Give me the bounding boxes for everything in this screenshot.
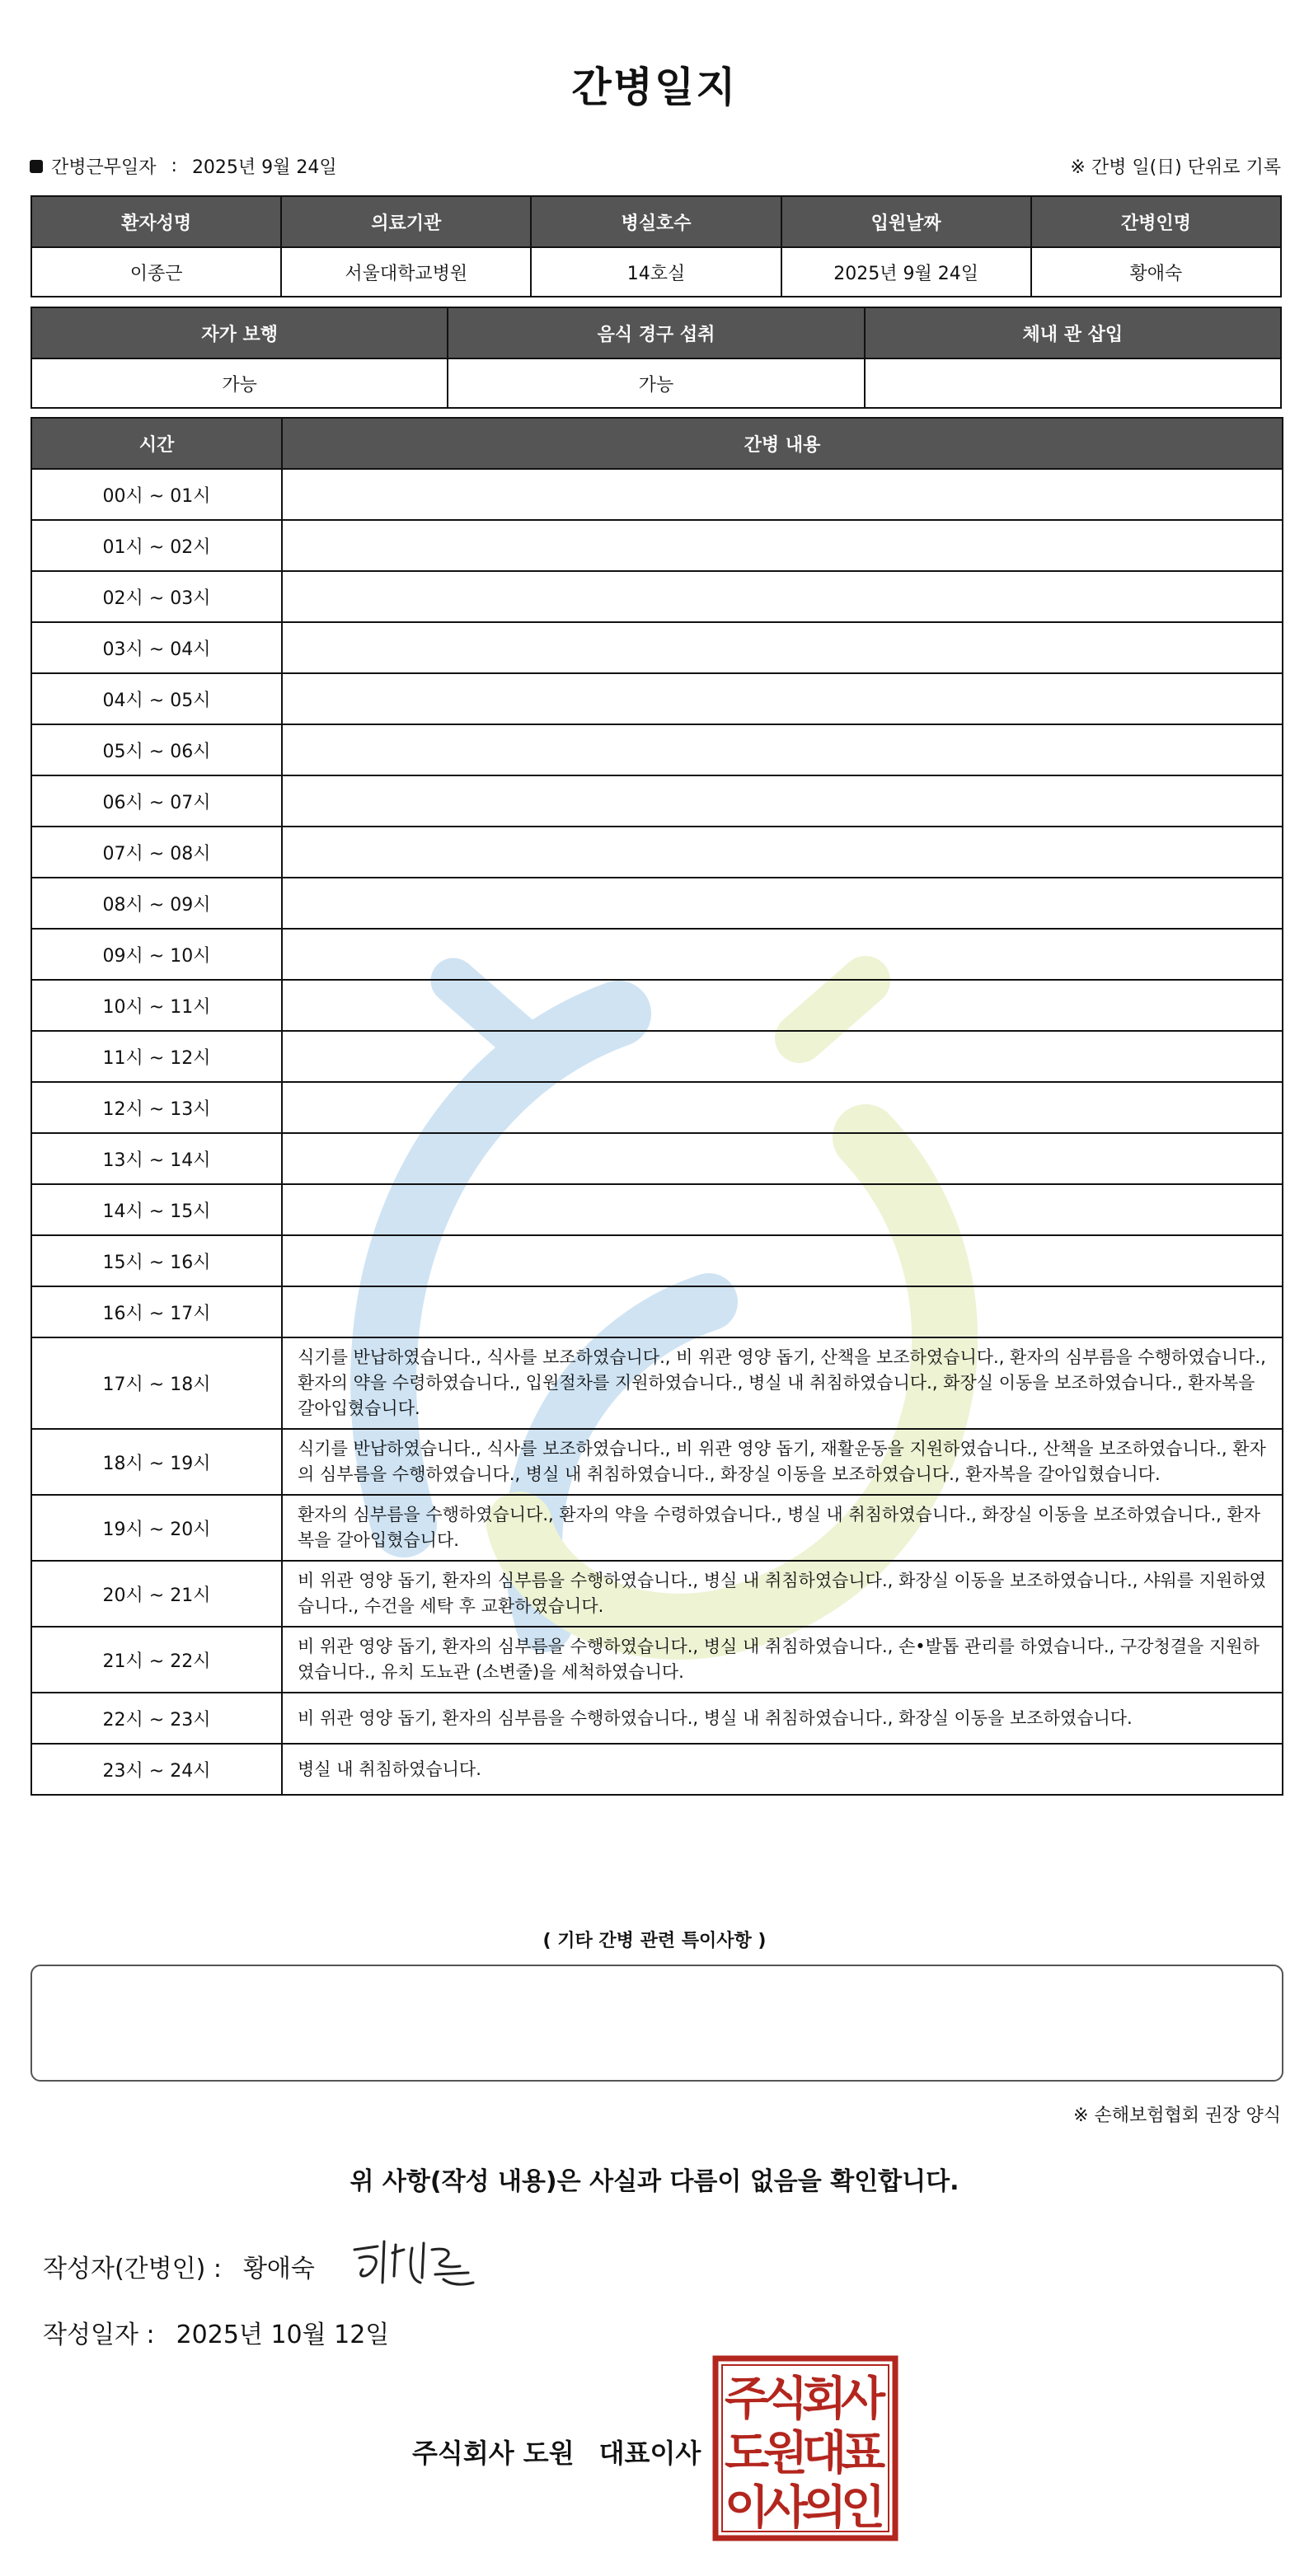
log-row: [31, 827, 1283, 878]
log-content: 식기를 반납하였습니다., 식사를 보조하였습니다., 비 위관 영양 돕기, 재활운동을 지원하였습니다., 산책을 보조하였습니다., 환자의 심부름을 수행하였습니다., 병실 내 취침하였습니다., 화장실 이동을 보조하였습니다., 환자복을 갈아입혔습니다.: [282, 1429, 1283, 1495]
status-value-row: [31, 358, 1281, 408]
patient-status-table: [30, 307, 1282, 409]
log-row: [31, 1495, 1283, 1561]
log-content: 식기를 반납하였습니다., 식사를 보조하였습니다., 비 위관 영양 돕기, 산책을 보조하였습니다., 환자의 심부름을 수행하였습니다., 환자의 약을 수령하였습니다., 입원절차를 지원하였습니다., 병실 내 취침하였습니다., 화장실 이동을 보조하였습니다., 환자복을 갈아입혔습니다.: [282, 1337, 1283, 1429]
log-header-row: [31, 418, 1283, 469]
patient-info-table: [30, 195, 1282, 297]
log-time: 22시 ~ 23시: [31, 1693, 282, 1744]
log-row: [31, 980, 1283, 1031]
writer-line: [43, 2248, 315, 2284]
seal-glyph: 대: [801, 2427, 847, 2480]
header-hospital: 의료기관: [281, 196, 531, 247]
written-date-label: 작성일자 :: [43, 2321, 155, 2349]
patient-header-row: [31, 196, 1281, 247]
company-name: 주식회사 도원: [412, 2438, 575, 2469]
header-self-walking: 자가 보행: [31, 307, 448, 358]
header-room: 병실호수: [531, 196, 781, 247]
notes-title: ( 기타 간병 관련 특이사항 ): [542, 1931, 767, 1951]
seal-glyph: 회: [801, 2372, 847, 2426]
log-time: 08시 ~ 09시: [31, 878, 282, 929]
log-row: [31, 1031, 1283, 1082]
written-date-value: 2025년 10월 12일: [176, 2321, 390, 2349]
log-row: [31, 1133, 1283, 1184]
log-time: 01시 ~ 02시: [31, 520, 282, 571]
work-date-value: 2025년 9월 24일: [191, 157, 337, 178]
header-caregiver: 간병인명: [1031, 196, 1281, 247]
log-content: [282, 724, 1283, 775]
oral-intake-value: 가능: [448, 358, 864, 408]
log-content: 비 위관 영양 돕기, 환자의 심부름을 수행하였습니다., 병실 내 취침하였습니다., 손•발톱 관리를 하였습니다., 구강청결을 지원하였습니다., 유치 도뇨관 (소변줄)을 세척하였습니다.: [282, 1627, 1283, 1693]
log-row: [31, 673, 1283, 724]
log-content: 비 위관 영양 돕기, 환자의 심부름을 수행하였습니다., 병실 내 취침하였습니다., 화장실 이동을 보조하였습니다., 샤워를 지원하였습니다., 수건을 세탁 후 교환하였습니다.: [282, 1561, 1283, 1627]
log-content: [282, 775, 1283, 827]
writer-name: 황애숙: [242, 2255, 315, 2283]
recommend-note: ※ 손해보험협회 권장 양식: [1073, 2105, 1281, 2126]
log-row: [31, 1561, 1283, 1627]
log-time: 16시 ~ 17시: [31, 1286, 282, 1337]
log-time: 19시 ~ 20시: [31, 1495, 282, 1561]
log-row: [31, 724, 1283, 775]
self-walking-value: 가능: [31, 358, 448, 408]
log-time: 18시 ~ 19시: [31, 1429, 282, 1495]
log-content: [282, 571, 1283, 622]
log-time: 07시 ~ 08시: [31, 827, 282, 878]
patient-name: 이종근: [31, 247, 281, 297]
log-row: [31, 1693, 1283, 1744]
company-signature-line: [412, 2433, 701, 2471]
seal-glyph: 인: [840, 2481, 886, 2535]
log-row: [31, 1429, 1283, 1495]
seal-glyph: 사: [762, 2481, 809, 2535]
log-content: [282, 673, 1283, 724]
log-row: [31, 1744, 1283, 1795]
log-row: [31, 1286, 1283, 1337]
log-content: 환자의 심부름을 수행하였습니다., 환자의 약을 수령하였습니다., 병실 내 취침하였습니다., 화장실 이동을 보조하였습니다., 환자복을 갈아입혔습니다.: [282, 1495, 1283, 1561]
admission-date: 2025년 9월 24일: [781, 247, 1031, 297]
log-content: 비 위관 영양 돕기, 환자의 심부름을 수행하였습니다., 병실 내 취침하였습니다., 화장실 이동을 보조하였습니다.: [282, 1693, 1283, 1744]
log-row: [31, 1337, 1283, 1429]
header-tube-insertion: 체내 관 삽입: [865, 307, 1281, 358]
log-content: [282, 1031, 1283, 1082]
log-content: [282, 1286, 1283, 1337]
writer-label: 작성자(간병인) :: [43, 2255, 222, 2283]
header-oral-intake: 음식 경구 섭취: [448, 307, 864, 358]
seal-glyph: 도: [724, 2427, 770, 2480]
log-row: [31, 775, 1283, 827]
bullet-square-icon: [30, 160, 43, 173]
log-time: 09시 ~ 10시: [31, 929, 282, 980]
seal-glyph: 의: [801, 2481, 847, 2535]
log-time: 11시 ~ 12시: [31, 1031, 282, 1082]
work-date: [30, 153, 337, 179]
seal-glyph: 이: [724, 2481, 770, 2535]
company-role: 대표이사: [598, 2438, 701, 2469]
log-content: [282, 929, 1283, 980]
log-content: 병실 내 취침하였습니다.: [282, 1744, 1283, 1795]
status-header-row: [31, 307, 1281, 358]
log-content: [282, 1235, 1283, 1286]
log-row: [31, 469, 1283, 520]
seal-glyph: 사: [840, 2372, 886, 2426]
work-date-separator: :: [171, 156, 177, 176]
confirmation-statement: 위 사항(작성 내용)은 사실과 다름이 없음을 확인합니다.: [350, 2167, 959, 2196]
log-time: 15시 ~ 16시: [31, 1235, 282, 1286]
log-row: [31, 571, 1283, 622]
log-time: 21시 ~ 22시: [31, 1627, 282, 1693]
log-row: [31, 878, 1283, 929]
company-seal-stamp: [712, 2355, 898, 2541]
log-time: 17시 ~ 18시: [31, 1337, 282, 1429]
notes-box: [30, 1965, 1283, 2082]
log-time: 02시 ~ 03시: [31, 571, 282, 622]
log-content: [282, 520, 1283, 571]
log-time: 13시 ~ 14시: [31, 1133, 282, 1184]
log-content: [282, 878, 1283, 929]
log-row: [31, 1184, 1283, 1235]
log-row: [31, 622, 1283, 673]
log-row: [31, 929, 1283, 980]
log-row: [31, 1235, 1283, 1286]
hospital-name: 서울대학교병원: [281, 247, 531, 297]
tube-insertion-value: [865, 358, 1281, 408]
work-date-label: 간병근무일자: [51, 157, 157, 178]
log-content: [282, 980, 1283, 1031]
handwritten-signature: [345, 2225, 485, 2299]
caregiver-name: 황애숙: [1031, 247, 1281, 297]
room-number: 14호실: [531, 247, 781, 297]
log-time: 10시 ~ 11시: [31, 980, 282, 1031]
header-time: 시간: [31, 418, 282, 469]
log-time: 04시 ~ 05시: [31, 673, 282, 724]
log-content: [282, 1082, 1283, 1133]
log-time: 12시 ~ 13시: [31, 1082, 282, 1133]
log-time: 00시 ~ 01시: [31, 469, 282, 520]
log-content: [282, 622, 1283, 673]
document-title: 간병일지: [571, 63, 738, 111]
log-content: [282, 1184, 1283, 1235]
log-time: 05시 ~ 06시: [31, 724, 282, 775]
log-row: [31, 1082, 1283, 1133]
seal-glyph: 식: [762, 2372, 809, 2426]
unit-note: ※ 간병 일(日) 단위로 기록: [1070, 157, 1281, 178]
patient-value-row: [31, 247, 1281, 297]
seal-glyph: 원: [762, 2427, 809, 2480]
care-log-table: [30, 417, 1283, 1796]
log-content: [282, 469, 1283, 520]
log-row: [31, 520, 1283, 571]
written-date-line: [43, 2314, 389, 2350]
log-row: [31, 1627, 1283, 1693]
header-admission-date: 입원날짜: [781, 196, 1031, 247]
log-time: 03시 ~ 04시: [31, 622, 282, 673]
seal-glyph: 표: [840, 2427, 886, 2480]
log-content: [282, 827, 1283, 878]
log-time: 14시 ~ 15시: [31, 1184, 282, 1235]
log-content: [282, 1133, 1283, 1184]
log-time: 23시 ~ 24시: [31, 1744, 282, 1795]
header-care-content: 간병 내용: [282, 418, 1283, 469]
header-patient-name: 환자성명: [31, 196, 281, 247]
seal-glyph: 주: [724, 2372, 770, 2426]
log-time: 20시 ~ 21시: [31, 1561, 282, 1627]
log-time: 06시 ~ 07시: [31, 775, 282, 827]
